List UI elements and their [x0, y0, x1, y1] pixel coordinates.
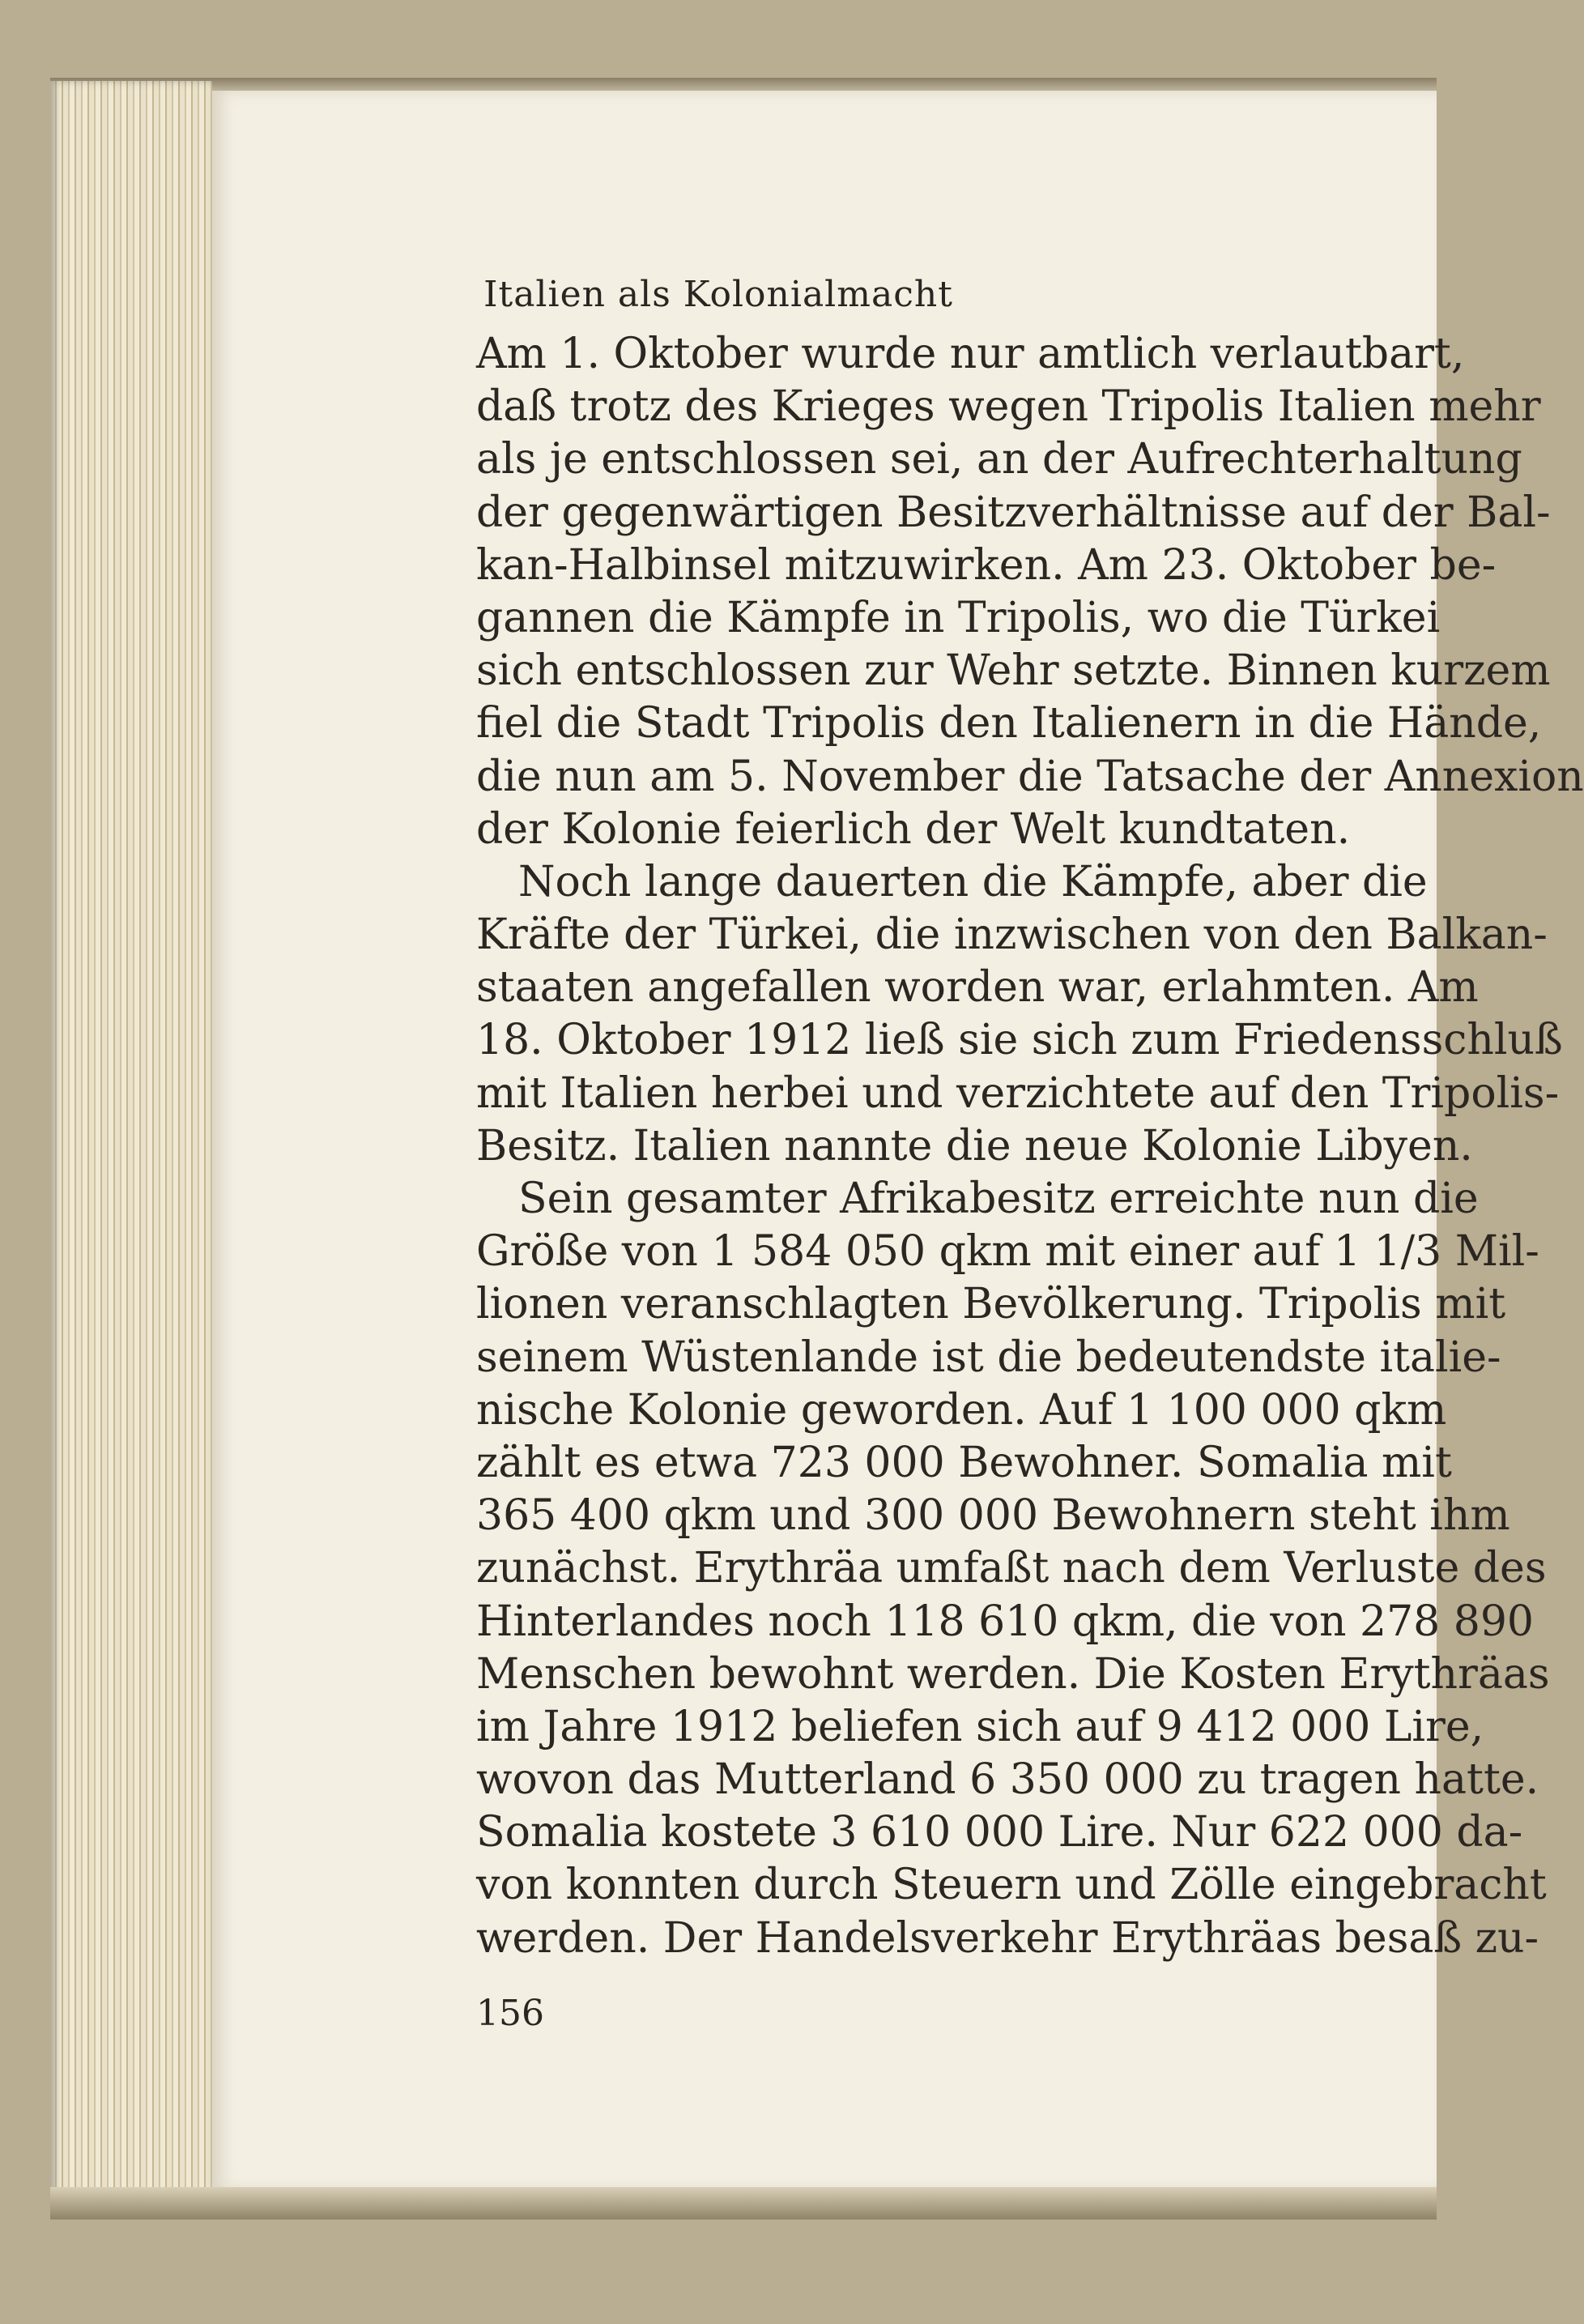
- book-bottom-edge: [50, 2187, 1437, 2220]
- page-number: 156: [476, 1993, 544, 2034]
- text-line: der Kolonie feierlich der Welt kundtaten.: [476, 804, 1351, 854]
- text-line: daß trotz des Krieges wegen Tripolis Italien mehr: [476, 382, 1541, 432]
- text-line: lionen veranschlagten Bevölkerung. Tripolis mit: [476, 1280, 1506, 1329]
- text-line: im Jahre 1912 beliefen sich auf 9 412 000 Lire,: [476, 1702, 1484, 1751]
- text-line: seinem Wüstenlande ist die bedeutendste italie-: [476, 1333, 1501, 1382]
- text-line: 365 400 qkm und 300 000 Bewohnern steht ihm: [476, 1491, 1510, 1541]
- text-line: Kräfte der Türkei, die inzwischen von den Balkan-: [476, 910, 1548, 960]
- text-line: kan-Halbinsel mitzuwirken. Am 23. Oktober be-: [476, 540, 1497, 590]
- text-line: als je entschlossen sei, an der Aufrechterhaltung: [476, 435, 1522, 484]
- text-line: Menschen bewohnt werden. Die Kosten Erythräas: [476, 1649, 1550, 1699]
- text-line: gannen die Kämpfe in Tripolis, wo die Türkei: [476, 593, 1441, 642]
- text-line: werden. Der Handelsverkehr Erythräas besaß zu-: [476, 1913, 1539, 1963]
- text-line: die nun am 5. November die Tatsache der Annexion: [476, 752, 1584, 801]
- text-line: Am 1. Oktober wurde nur amtlich verlautbart,: [476, 330, 1465, 378]
- text-line: sich entschlossen zur Wehr setzte. Binnen kurzem: [476, 646, 1551, 696]
- page-stack-edge: [50, 81, 212, 2195]
- text-line: Hinterlandes noch 118 610 qkm, die von 278 890: [476, 1597, 1535, 1646]
- text-line: von konnten durch Steuern und Zölle eingebracht: [476, 1861, 1547, 1910]
- text-line: der gegenwärtigen Besitzverhältnisse auf der Bal-: [476, 488, 1551, 537]
- running-header: Italien als Kolonialmacht: [483, 274, 953, 315]
- text-line: mit Italien herbei und verzichtete auf den Tripolis-: [476, 1068, 1560, 1118]
- text-line: Noch lange dauerten die Kämpfe, aber die: [518, 857, 1428, 906]
- text-line: Größe von 1 584 050 qkm mit einer auf 1 1/3 Mil-: [476, 1227, 1539, 1277]
- text-line: 18. Oktober 1912 ließ sie sich zum Friedensschluß: [476, 1016, 1563, 1065]
- text-line: wovon das Mutterland 6 350 000 zu tragen hatte.: [476, 1755, 1539, 1805]
- text-line: zunächst. Erythräa umfaßt nach dem Verluste des: [476, 1544, 1547, 1593]
- text-line: nische Kolonie geworden. Auf 1 100 000 qkm: [476, 1385, 1447, 1435]
- text-line: zählt es etwa 723 000 Bewohner. Somalia mit: [476, 1438, 1452, 1487]
- text-line: fiel die Stadt Tripolis den Italienern in die Hände,: [476, 699, 1542, 748]
- body-text: [476, 328, 1584, 1965]
- text-line: Sein gesamter Afrikabesitz erreichte nun die: [518, 1175, 1479, 1223]
- text-line: staaten angefallen worden war, erlahmten. Am: [476, 963, 1479, 1013]
- text-line: Somalia kostete 3 610 000 Lire. Nur 622 000 da-: [476, 1808, 1523, 1857]
- text-line: Besitz. Italien nannte die neue Kolonie Libyen.: [476, 1121, 1473, 1171]
